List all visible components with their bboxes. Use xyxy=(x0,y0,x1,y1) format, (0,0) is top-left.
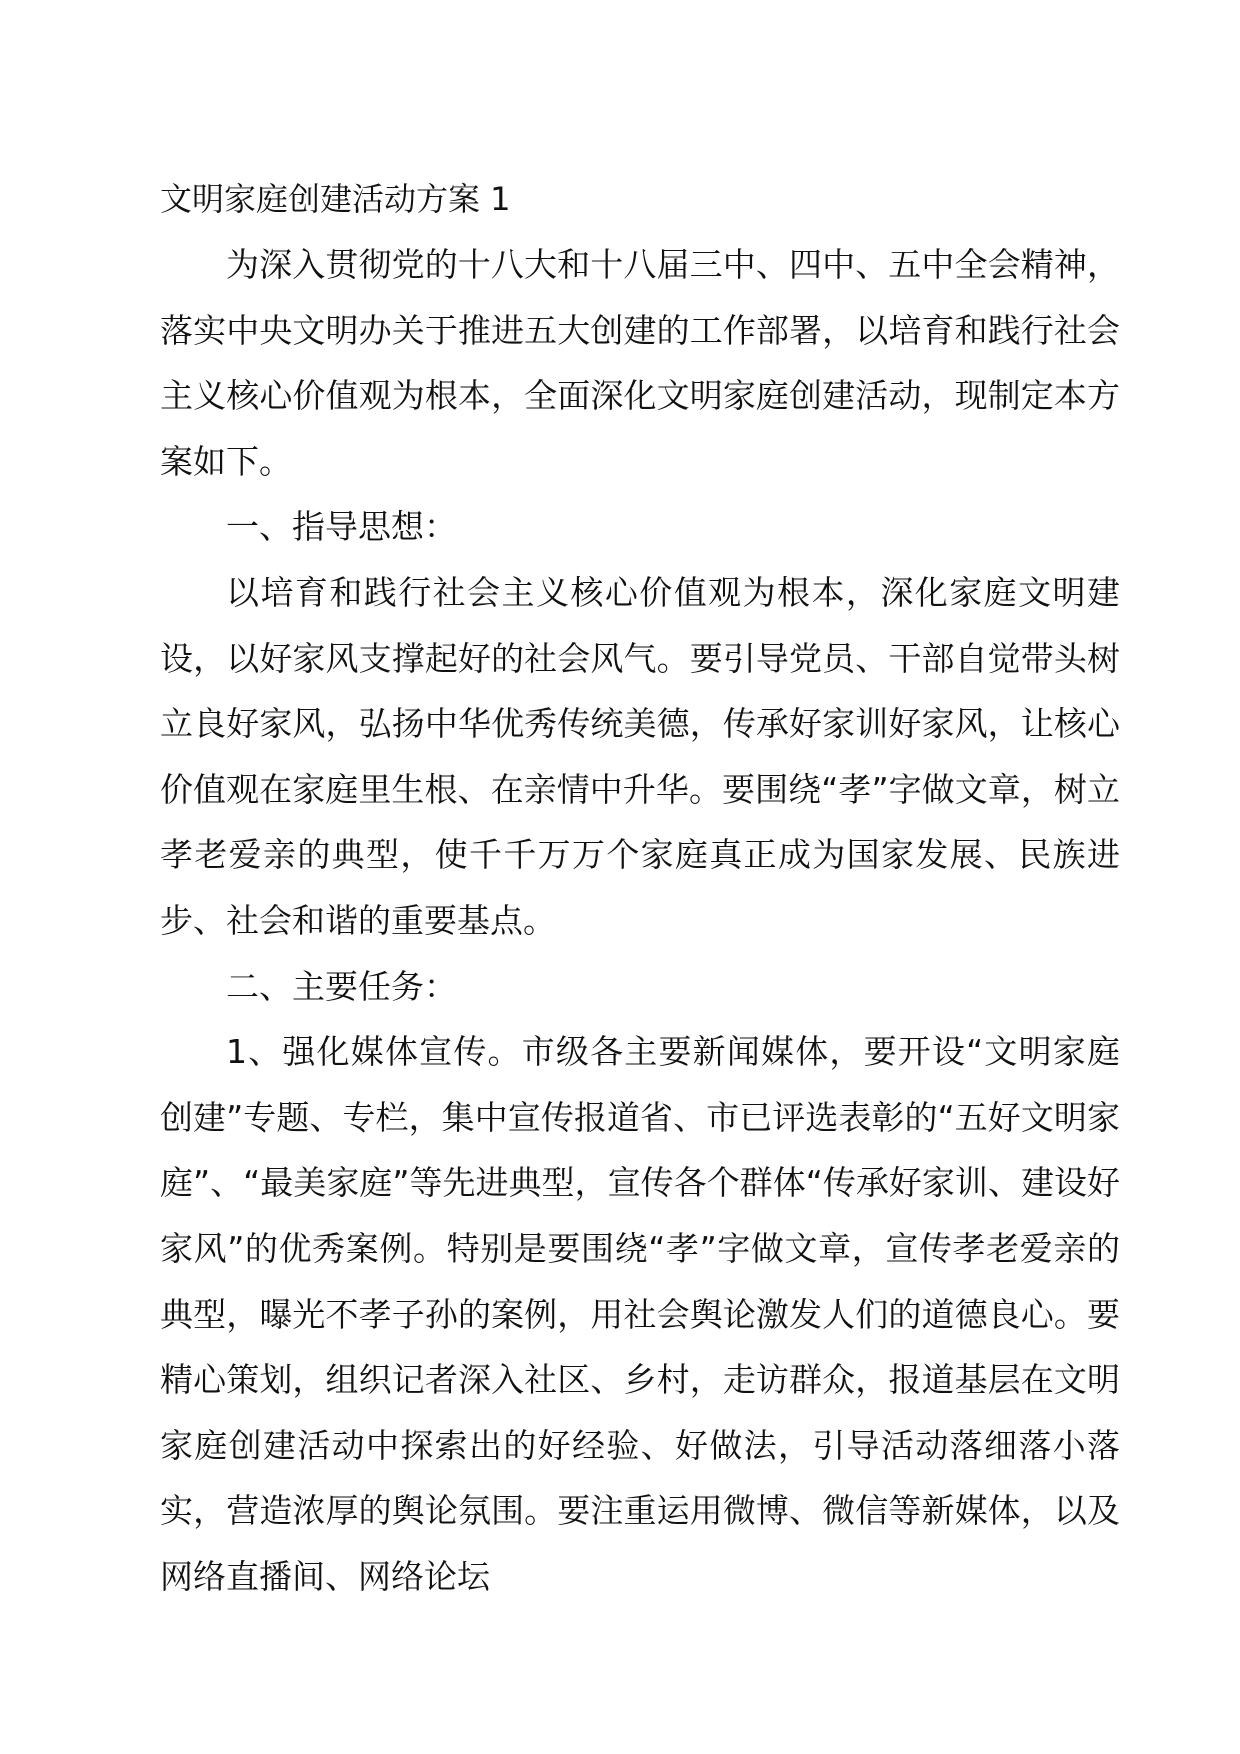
document-title: 文明家庭创建活动方案 1 xyxy=(160,180,511,218)
guiding-ideology-paragraph: 以培育和践行社会主义核心价值观为根本，深化家庭文明建设，以好家风支撑起好的社会风气。要引导党员、干部自觉带头树立良好家风，弘扬中华优秀传统美德，传承好家训好家风，让核心价值观在家庭里生根、在亲情中升华。要围绕“孝”字做文章，树立孝老爱亲的典型，使千千万万个家庭真正成为国家发展、民族进步、社会和谐的重要基点。 xyxy=(160,572,1120,940)
task-1-paragraph: 1、强化媒体宣传。市级各主要新闻媒体，要开设“文明家庭创建”专题、专栏，集中宣传报道省、市已评选表彰的“五好文明家庭”、“最美家庭”等先进典型，宣传各个群体“传承好家训、建设好家风”的优秀案例。特别是要围绕“孝”字做文章，宣传孝老爱亲的典型，曝光不孝子孙的案例，用社会舆论激发人们的道德良心。要精心策划，组织记者深入社区、乡村，走访群众，报道基层在文明家庭创建活动中探索出的好经验、好做法，引导活动落细落小落实，营造浓厚的舆论氛围。要注重运用微博、微信等新媒体，以及网络直播间、网络论坛 xyxy=(160,1032,1120,1596)
document-page xyxy=(160,166,1120,1609)
section-heading-main-tasks: 二、主要任务： xyxy=(226,966,457,1006)
intro-paragraph: 为深入贯彻党的十八大和十八届三中、四中、五中全会精神，落实中央文明办关于推进五大创建的工作部署，以培育和践行社会主义核心价值观为根本，全面深化文明家庭创建活动，现制定本方案如下。 xyxy=(160,245,1120,481)
section-heading-guiding-ideology: 一、指导思想： xyxy=(226,507,457,547)
